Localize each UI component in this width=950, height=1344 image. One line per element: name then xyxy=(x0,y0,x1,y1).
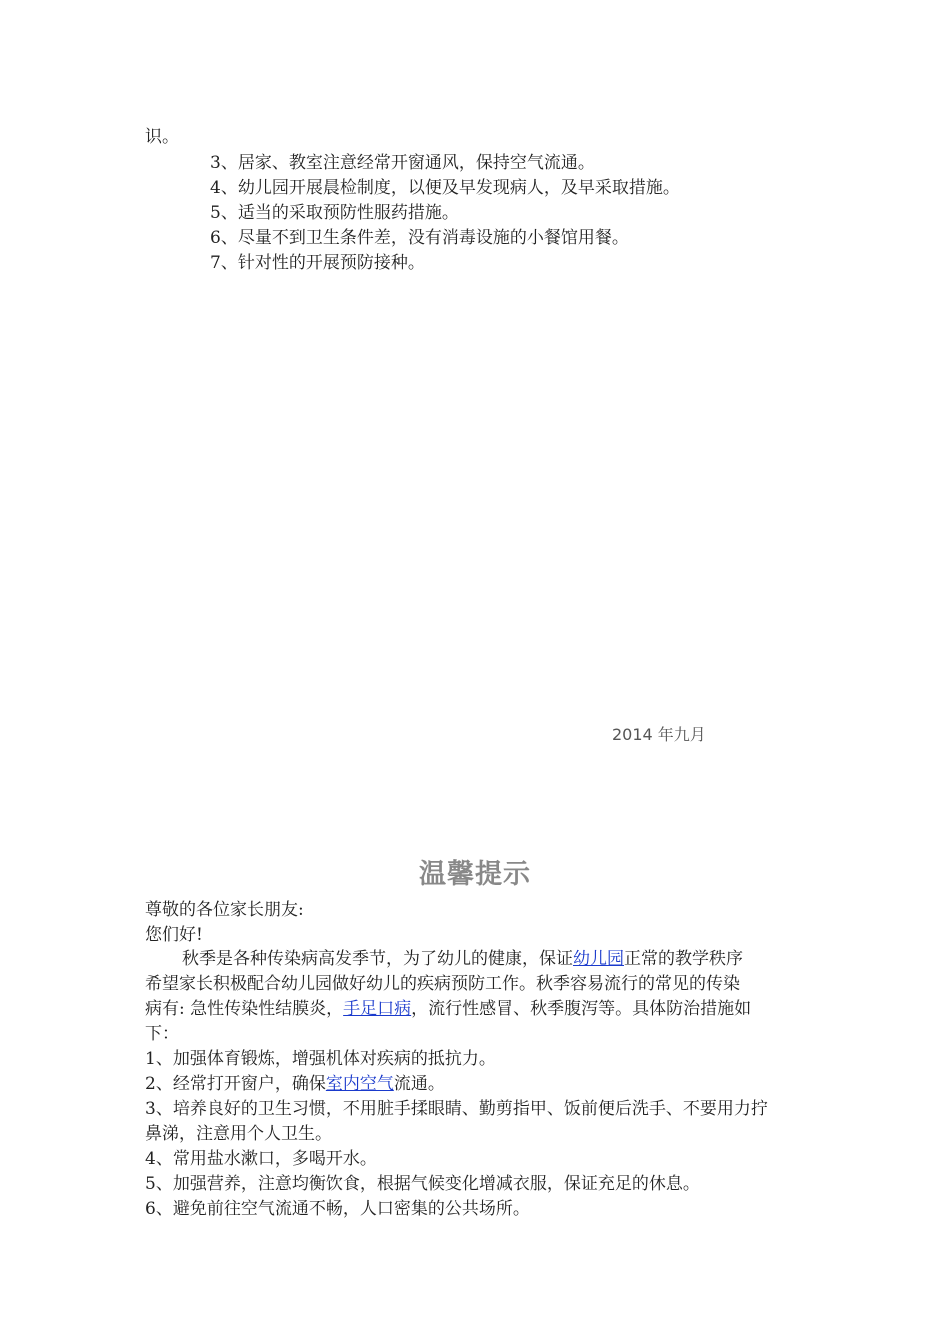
list-item: 4、幼儿园开展晨检制度，以便及早发现病人，及早采取措施。 xyxy=(210,178,680,198)
measure-item: 5、加强营养，注意均衡饮食，根据气候变化增减衣服，保证充足的休息。 xyxy=(145,1174,700,1194)
measure-text: 2、经常打开窗户，确保 xyxy=(145,1074,326,1094)
body-text: 秋季是各种传染病高发季节，为了幼儿的健康，保证 xyxy=(182,949,573,969)
list-item: 5、适当的采取预防性服药措施。 xyxy=(210,203,459,223)
measure-item: 6、避免前往空气流通不畅，人口密集的公共场所。 xyxy=(145,1199,530,1219)
body-line-2: 希望家长积极配合幼儿园做好幼儿的疾病预防工作。秋季容易流行的常见的传染 xyxy=(145,974,740,994)
list-item: 6、尽量不到卫生条件差，没有消毒设施的小餐馆用餐。 xyxy=(210,228,629,248)
body-line-3 xyxy=(145,996,751,1022)
document-date: 2014 年九月 xyxy=(612,725,706,744)
kindergarten-link[interactable]: 幼儿园 xyxy=(573,949,624,969)
body-text: 病有: 急性传染性结膜炎， xyxy=(145,999,344,1019)
continuation-text: 识。 xyxy=(145,127,179,147)
body-text: 正常的教学秩序 xyxy=(624,949,743,969)
measure-item-continuation: 鼻涕，注意用个人卫生。 xyxy=(145,1124,332,1144)
measure-item: 1、加强体育锻炼，增强机体对疾病的抵抗力。 xyxy=(145,1049,496,1069)
measure-text: 流通。 xyxy=(393,1074,445,1094)
body-text: ，流行性感冒、秋季腹泻等。具体防治措施如 xyxy=(411,999,752,1019)
notice-title: 温馨提示 xyxy=(419,859,531,890)
body-line-4: 下： xyxy=(145,1024,179,1044)
measure-item: 3、培养良好的卫生习惯，不用脏手揉眼睛、勤剪指甲、饭前便后洗手、不要用力拧 xyxy=(145,1099,768,1119)
greeting: 您们好! xyxy=(145,925,203,945)
list-item: 3、居家、教室注意经常开窗通风，保持空气流通。 xyxy=(210,153,595,173)
salutation: 尊敬的各位家长朋友: xyxy=(145,900,304,920)
body-line-1 xyxy=(182,946,743,972)
indoor-air-link[interactable]: 室内空气 xyxy=(325,1074,394,1094)
measure-item xyxy=(145,1071,445,1097)
measure-item: 4、常用盐水漱口，多喝开水。 xyxy=(145,1149,377,1169)
hfmd-link[interactable]: 手足口病 xyxy=(343,999,412,1019)
list-item: 7、针对性的开展预防接种。 xyxy=(210,253,425,273)
